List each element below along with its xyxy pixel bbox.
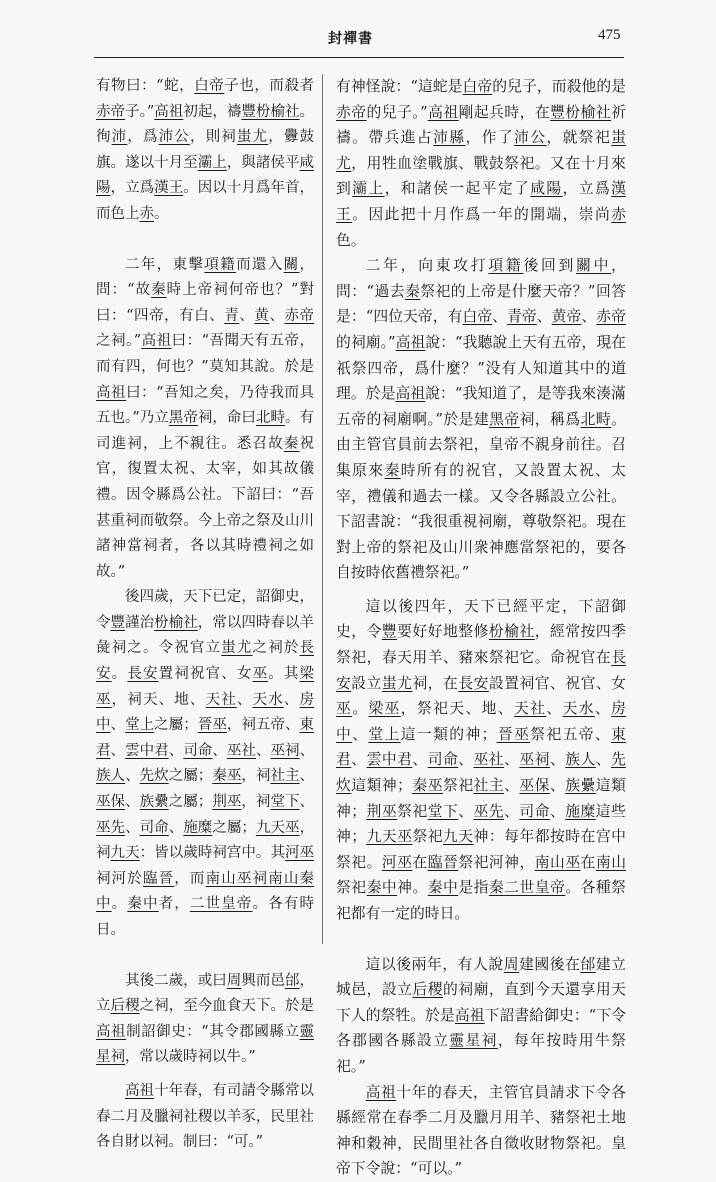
proper-name: 天水	[562, 700, 595, 718]
proper-name: 堂上	[368, 725, 401, 743]
proper-name: 社主	[473, 777, 505, 795]
proper-name: 九天	[443, 828, 474, 846]
proper-name: 雲中君	[125, 742, 169, 759]
proper-name: 赤	[611, 205, 626, 223]
left-paragraph-2: 二年，東擊項籍而還入關，問：“故秦時上帝祠何帝也？”對曰：“四帝，有白、青、黄、赤帝之祠。”高祖曰：“吾聞天有五帝，而有四，何也？”莫知其說。於是高祖曰：“吾知之矣，乃待我而具五也。”乃立黑帝祠，命曰北畤。有司進祠，上不親往。悉召故秦祝官，復置太祝、太宰，如其故儀禮。因令縣爲公社。下詔曰：“吾甚重祠而敬祭。今上帝之祭及山川諸神當祠者，各以其時禮祠之如故。”	[96, 256, 315, 580]
proper-name: 巫	[336, 700, 353, 718]
proper-name: 秦	[151, 282, 167, 299]
proper-name: 施糜	[183, 819, 213, 836]
proper-name: 巫	[565, 853, 581, 871]
proper-name: 司命	[139, 819, 169, 836]
proper-name: 秦	[384, 461, 401, 479]
proper-name: 晉巫	[496, 725, 531, 743]
proper-name: 巫社	[226, 742, 256, 759]
paragraph-gap	[96, 228, 314, 253]
proper-name: 枌榆社	[565, 103, 612, 121]
proper-name: 二世皇帝	[189, 896, 253, 913]
proper-name: 關	[283, 256, 300, 273]
proper-name: 東君	[96, 717, 315, 759]
proper-name: 青帝	[507, 308, 537, 326]
left-paragraph-3: 後四歲，天下已定，詔御史，令豐謹治枌榆社，常以四時春以羊彘祠之。令祝官立蚩尤之祠於長安。長安置祠祝官、女巫。其梁巫，祠天、地、天社、天水、房中、堂上之屬；晉巫，祠五帝、東君、雲中君、司命、巫社、巫祠、族人、先炊之屬；秦巫，祠社主、巫保、族纍之屬；荆巫，祠堂下、巫先、司命、施糜之屬；九天巫，祠九天：皆以歲時祠宫中。其河巫祠河於臨晉，而南山巫祠南山秦中。秦中者，二世皇帝。各有時日。	[96, 589, 315, 938]
proper-name: 荆巫	[366, 802, 398, 820]
proper-name: 梁巫	[96, 666, 315, 708]
proper-name: 堂下	[427, 802, 459, 820]
proper-name: 蚩尤	[236, 129, 269, 146]
proper-name: 天社	[205, 691, 237, 708]
paragraph-gap	[96, 1071, 314, 1079]
proper-name: 靈星祠	[96, 1023, 315, 1066]
proper-name: 豐	[550, 103, 566, 121]
proper-name: 后稷	[412, 981, 444, 999]
proper-name: 白帝	[462, 308, 493, 326]
proper-name: 白帝	[462, 78, 493, 95]
header-rule	[94, 57, 624, 58]
proper-name: 族人	[96, 768, 126, 785]
proper-name: 司命	[183, 742, 213, 759]
proper-name: 高祖	[154, 103, 184, 120]
proper-name: 巫祠	[270, 742, 300, 759]
proper-name: 北畤	[580, 410, 612, 428]
proper-name: 長安	[96, 640, 315, 683]
proper-name: 漢王	[154, 180, 184, 197]
proper-name: 族纍	[565, 777, 596, 795]
left-column-original-text	[96, 74, 314, 1156]
proper-name: 赤	[139, 205, 154, 222]
proper-name: 高祖	[395, 385, 426, 403]
proper-name: 赤帝	[596, 308, 626, 326]
right-paragraph-4: 這以後兩年，有人說周建國後在邰建立城邑，設立后稷的祠廟，直到今天還享用天下人的祭牲。於是高祖下詔書給御史：“下令各郡國各縣設立靈星祠，每年按時用牛祭祀。”	[336, 955, 626, 1075]
proper-name: 南山	[205, 870, 237, 887]
proper-name: 梁巫	[368, 700, 401, 718]
proper-name: 蚩尤	[221, 640, 253, 657]
proper-name: 巫保	[519, 777, 550, 795]
proper-name: 河巫	[284, 845, 315, 862]
proper-name: 秦	[405, 282, 421, 300]
proper-name: 臨晉	[142, 870, 175, 887]
proper-name: 高祖	[141, 333, 172, 350]
right-paragraph-2: 二年，向東攻打項籍後回到關中，問：“過去秦祭祀的上帝是什麼天帝？”回答是：“四位天帝，有白帝、青帝、黄帝、赤帝的祠廟。”高祖說：“我聽說上天有五帝，現在祇祭四帝，爲什麼？”没有人知道其中的道理。於是高祖說：“我知道了，是等我來湊滿五帝的祠廟啊。”於是建黑帝祠，稱爲北畤。由主管官員前去祭祀，皇帝不親身前往。召集原來秦時所有的祝官，又設置太祝、太宰，禮儀和過去一樣。又令各縣設立公社。下詔書說：“我很重視祠廟，尊敬祭祀。現在對上帝的祭祀及山川衆神應當祭祀的，要各自按時依舊禮祭祀。”	[336, 257, 626, 582]
proper-name: 關中	[576, 257, 612, 275]
proper-name: 周	[226, 972, 242, 989]
proper-name: 臨晉	[427, 853, 459, 871]
proper-name: 巫祠	[236, 870, 269, 887]
proper-name: 沛公	[158, 129, 190, 146]
proper-name: 豐	[110, 614, 126, 631]
proper-name: 巫	[252, 666, 269, 683]
proper-name: 河巫	[381, 853, 413, 871]
proper-name: 司命	[519, 802, 550, 820]
proper-name: 高祖	[125, 1082, 155, 1099]
proper-name: 邰	[580, 955, 596, 973]
proper-name: 白帝	[194, 78, 225, 94]
proper-name: 南山	[595, 853, 626, 871]
proper-name: 巫先	[96, 819, 126, 836]
paragraph-gap	[336, 927, 626, 952]
proper-name: 青	[224, 307, 240, 324]
proper-name: 豐	[381, 623, 398, 641]
proper-name: 秦巫	[212, 768, 242, 785]
proper-name: 堂上	[125, 717, 155, 734]
proper-name: 堂下	[270, 794, 300, 811]
proper-name: 沛縣	[433, 129, 466, 147]
proper-name: 枌榆社	[154, 614, 198, 631]
running-title: 封禪書	[328, 31, 373, 47]
proper-name: 咸陽	[530, 180, 563, 198]
proper-name: 項籍	[488, 257, 524, 275]
proper-name: 秦中	[427, 879, 459, 897]
proper-name: 枌榆社	[255, 103, 300, 120]
proper-name: 高祖	[365, 1083, 397, 1101]
proper-name: 后稷	[110, 998, 140, 1015]
proper-name: 蚩尤	[381, 674, 413, 692]
proper-name: 先炊	[336, 751, 626, 795]
proper-name: 黄	[254, 307, 270, 324]
proper-name: 巫社	[473, 751, 505, 769]
proper-name: 豐	[241, 103, 256, 120]
proper-name: 雲中君	[366, 751, 413, 769]
proper-name: 房中	[96, 691, 315, 734]
page-header	[0, 22, 716, 52]
proper-name: 漢王	[336, 180, 626, 223]
left-paragraph-1: 有物曰：“蛇，白帝子也，而殺者赤帝子。”高祖初起，禱豐枌榆社。徇沛，爲沛公，則祠蚩尤，釁鼓旗。遂以十月至灞上，與諸侯平咸陽，立爲漢王。因以十月爲年首，而色上赤。	[96, 78, 315, 222]
proper-name: 東君	[336, 725, 626, 769]
proper-name: 秦中	[96, 870, 315, 913]
proper-name: 靈星祠	[449, 1032, 498, 1050]
proper-name: 黑帝	[489, 410, 520, 428]
proper-name: 先炊	[139, 768, 169, 785]
proper-name: 秦巫	[411, 777, 443, 795]
proper-name: 房中	[336, 700, 626, 743]
proper-name: 黑帝	[168, 410, 198, 427]
proper-name: 高祖	[395, 333, 426, 351]
proper-name: 灞上	[352, 180, 385, 198]
proper-name: 高祖	[96, 1023, 127, 1040]
proper-name: 枌榆社	[488, 623, 535, 641]
proper-name: 長安	[336, 649, 626, 692]
proper-name: 高祖	[427, 103, 459, 121]
proper-name: 秦中	[127, 896, 159, 913]
proper-name: 秦	[283, 435, 300, 452]
proper-name: 荆巫	[212, 794, 242, 811]
proper-name: 蚩尤	[336, 129, 626, 172]
proper-name: 秦	[488, 879, 505, 897]
proper-name: 灞上	[197, 154, 227, 171]
proper-name: 南山	[534, 853, 566, 871]
proper-name: 高祖	[454, 1006, 485, 1024]
proper-name: 沛公	[514, 129, 547, 147]
proper-name: 秦中	[366, 879, 398, 897]
proper-name: 周	[503, 955, 520, 973]
proper-name: 晉巫	[197, 717, 227, 734]
proper-name: 族人	[565, 751, 596, 769]
proper-name: 司命	[427, 751, 459, 769]
paragraph-gap	[96, 944, 314, 969]
left-paragraph-4: 其後二歲，或曰周興而邑邰，立后稷之祠，至今血食天下。於是高祖制詔御史：“其令郡國縣立靈星祠，常以歲時祠以牛。”	[96, 972, 315, 1066]
proper-name: 咸陽	[96, 154, 315, 197]
proper-name: 赤帝	[96, 103, 126, 120]
proper-name: 巫先	[473, 802, 505, 820]
proper-name: 天社	[514, 700, 547, 718]
proper-name: 黄帝	[551, 308, 582, 326]
proper-name: 九天巫	[366, 828, 413, 846]
proper-name: 二世皇帝	[504, 879, 566, 897]
right-paragraph-3: 這以後四年，天下已經平定，下詔御史，令豐要好好地整修枌榆社，經常按四季祭祀，春天用羊、豬來祭祀它。命祝官在長安設立蚩尤祠，在長安設置祠官、祝官、女巫。梁巫，祭祀天、地、天社、天水、房中、堂上這一類的神；晉巫祭祀五帝、東君、雲中君、司命、巫社、巫祠、族人、先炊這類神；秦巫祭祀社主、巫保、族纍這類神；荆巫祭祀堂下、巫先、司命、施糜這些神；九天巫祭祀九天神：每年都按時在宫中祭祀。河巫在臨晉祭祀河神，南山巫在南山祭祀秦中神。秦中是指秦二世皇帝。各種祭祀都有一定的時日。	[336, 597, 626, 922]
proper-name: 天水	[252, 691, 284, 708]
proper-name: 長安	[127, 666, 159, 683]
proper-name: 項籍	[204, 256, 237, 273]
proper-name: 高祖	[96, 384, 127, 401]
right-paragraph-5: 高祖十年的春天，主管官員請求下令各縣經常在春季二月及臘月用羊、豬祭祀土地神和穀神，民間里社各自徵收財物祭祀。皇帝下令說：“可以。”	[336, 1083, 626, 1178]
proper-name: 赤帝	[336, 103, 367, 121]
proper-name: 長安	[458, 674, 489, 692]
column-divider	[322, 74, 323, 944]
proper-name: 社主	[270, 768, 300, 785]
left-paragraph-5: 高祖十年春，有司請令縣常以春二月及臘祠社稷以羊豕，民里社各自財以祠。制曰：“可。”	[96, 1082, 315, 1151]
proper-name: 族纍	[139, 794, 169, 811]
proper-name: 九天巫	[255, 819, 300, 836]
proper-name: 沛	[111, 129, 128, 146]
page-number: 475	[598, 27, 621, 43]
right-column-translation	[336, 74, 626, 1182]
proper-name: 施糜	[565, 802, 596, 820]
proper-name: 巫保	[96, 794, 126, 811]
proper-name: 九天	[110, 845, 140, 862]
proper-name: 北畤	[255, 410, 285, 427]
proper-name: 赤帝	[284, 307, 315, 324]
proper-name: 邰	[284, 972, 300, 989]
paragraph-gap	[336, 586, 626, 594]
proper-name: 南山	[268, 870, 300, 887]
right-paragraph-1: 有神怪說：“這蛇是白帝的兒子，而殺他的是赤帝的兒子。”高祖剛起兵時，在豐枌榆社祈禱。帶兵進占沛縣，作了沛公，就祭祀蚩尤，用牲血塗戰旗、戰鼓祭祀。又在十月來到灞上，和諸侯一起平定了咸陽，立爲漢王。因此把十月作爲一年的開端，崇尚赤色。	[336, 78, 626, 249]
proper-name: 巫祠	[519, 751, 550, 769]
